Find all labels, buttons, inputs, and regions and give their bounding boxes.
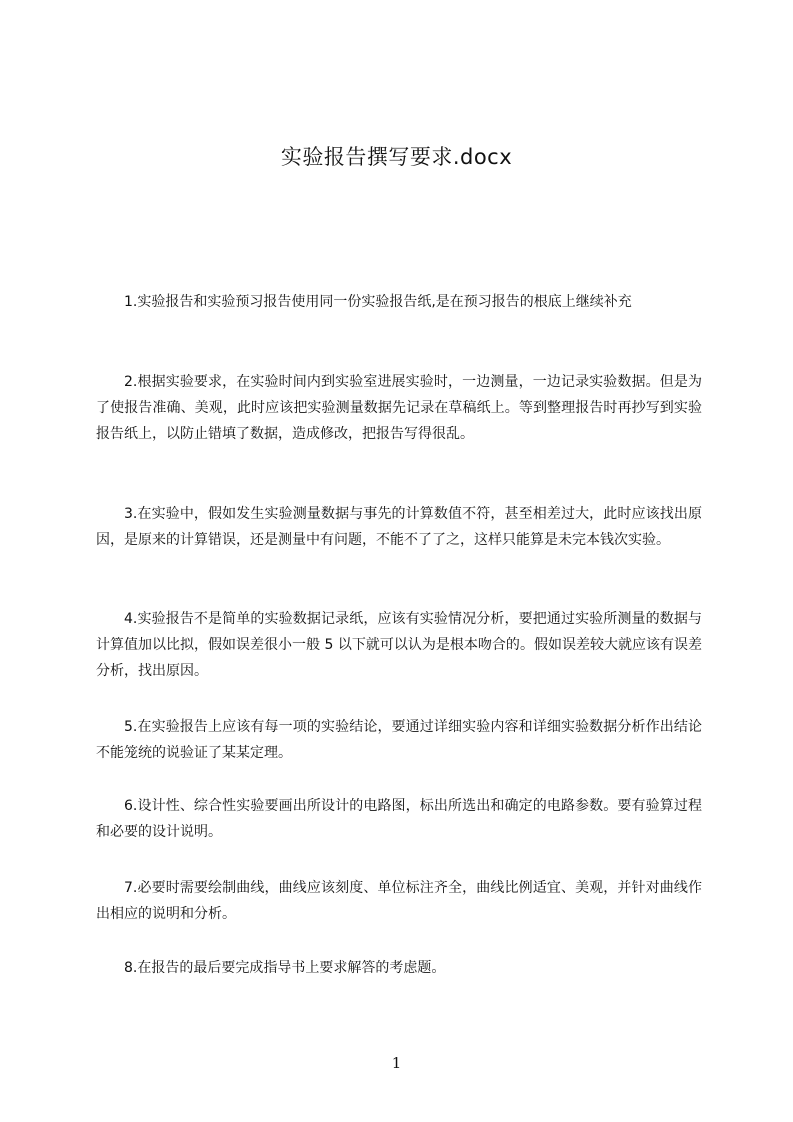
paragraph-6: 6.设计性、综合性实验要画出所设计的电路图，标出所选出和确定的电路参数。要有验算过程和必要的设计说明。: [96, 798, 702, 840]
page-number: 1: [391, 1054, 402, 1072]
paragraph-5: 5.在实验报告上应该有每一项的实验结论，要通过详细实验内容和详细实验数据分析作出结论不能笼统的说验证了某某定理。: [96, 719, 702, 761]
paragraph-7: 7.必要时需要绘制曲线，曲线应该刻度、单位标注齐全，曲线比例适宜、美观，并针对曲线作出相应的说明和分析。: [96, 880, 702, 922]
paragraph-1: 1.实验报告和实验预习报告使用同一份实验报告纸,是在预习报告的根底上继续补充: [124, 294, 632, 310]
paragraph-4: 4.实验报告不是简单的实验数据记录纸，应该有实验情况分析，要把通过实验所测量的数据与计算值加以比拟，假如误差很小一般 5 以下就可以认为是根本吻合的。假如误差较大就应该有误差分析，找出原因。: [96, 611, 702, 679]
paragraph-3: 3.在实验中，假如发生实验测量数据与事先的计算数值不符，甚至相差过大，此时应该找出原因，是原来的计算错误，还是测量中有问题，不能不了了之，这样只能算是未完本钱次实验。: [96, 506, 702, 548]
paragraph-2: 2.根据实验要求，在实验时间内到实验室进展实验时，一边测量，一边记录实验数据。但是为了使报告准确、美观，此时应该把实验测量数据先记录在草稿纸上。等到整理报告时再抄写到实验报告纸上，以防止错填了数据，造成修改，把报告写得很乱。: [96, 374, 702, 442]
document-title: 实验报告撰写要求.docx: [280, 145, 513, 169]
paragraph-8: 8.在报告的最后要完成指导书上要求解答的考虑题。: [124, 960, 446, 976]
